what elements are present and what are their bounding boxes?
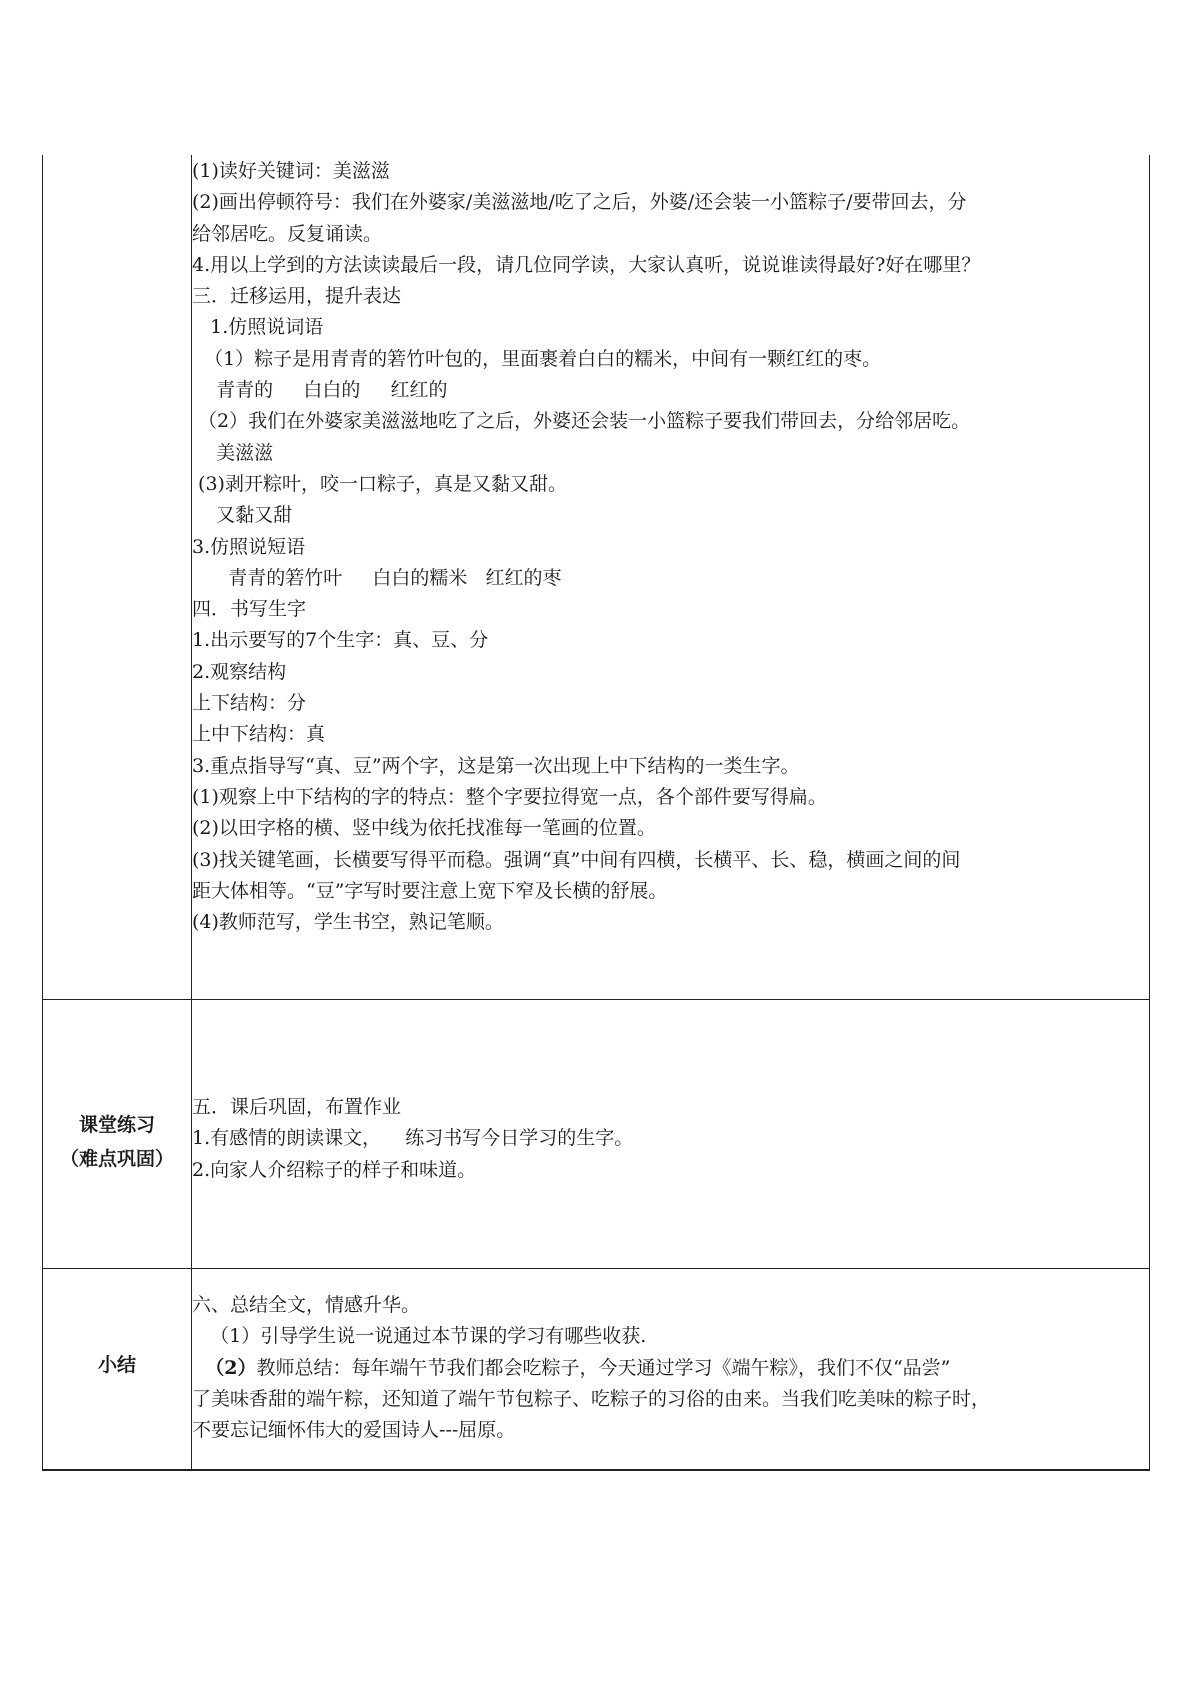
text-line: （1）引导学生说一说通过本节课的学习有哪些收获. [192,1325,647,1348]
practice-cell [192,1000,1150,1269]
table-row [43,155,1150,1000]
text-line: （1）粽子是用青青的箬竹叶包的，里面裹着白白的糯米，中间有一颗红红的枣。 [192,347,882,370]
text-line: 上下结构：分 [192,692,307,715]
row-label-cell [43,1269,192,1471]
text-line: (3)找关键笔画，长横要写得平而稳。强调“真”中间有四横，长横平、长、稳，横画之间的间 [192,848,961,871]
text-line: (3)剥开粽叶，咬一口粽子，真是又黏又甜。 [192,472,567,495]
text-line: 给邻居吃。反复诵读。 [192,222,383,245]
text-line: 3.仿照说短语 [192,535,306,558]
section-heading: 四．书写生字 [192,598,307,621]
text-line: 了美味香甜的端午粽，还知道了端午节包粽子、吃粽子的习俗的由来。当我们吃美味的粽子时， [192,1387,991,1410]
text-line: (2)画出停顿符号：我们在外婆家/美滋滋地/吃了之后，外婆/还会装一小篮粽子/要带回去，分 [192,191,967,214]
text-line: 2.观察结构 [192,660,287,683]
section-heading: 六、总结全文，情感升华。 [192,1294,421,1316]
row-label-line: （难点巩固） [59,1148,174,1170]
text-line: 1.仿照说词语 [192,316,324,339]
section-heading: 五．课后巩固，布置作业 [192,1096,402,1118]
lesson-plan-table [42,155,1150,1471]
summary-text [192,1269,1149,1446]
practice-text [192,1000,1149,1186]
text-line: 3.重点指导写“真、豆”两个字，这是第一次出现上中下结构的一类生字。 [192,754,800,777]
text-line: (2)以田字格的横、竖中线为依托找准每一笔画的位置。 [192,817,656,840]
row-label-cell [43,1000,192,1269]
text-line: 4.用以上学到的方法读读最后一段，请几位同学读，大家认真听，说说谁读得最好?好在哪里？ [192,253,981,276]
text-line: (1)观察上中下结构的字的特点：整个字要拉得宽一点，各个部件要写得扁。 [192,785,827,808]
text-line: 又黏又甜 [192,504,293,527]
text-line: 美滋滋 [192,441,274,464]
text-line: 上中下结构：真 [192,723,326,746]
text-line: 1.出示要写的7个生字：真、豆、分 [192,629,489,652]
row-label [43,1000,191,1176]
text-line: 1.有感情的朗读课文， 练习书写今日学习的生字。 [192,1127,634,1150]
text-span: 教师总结：每年端午节我们都会吃粽子，今天通过学习《端午粽》，我们不仅“品尝” [256,1356,951,1379]
text-line: (4)教师范写，学生书空，熟记笔顺。 [192,911,504,934]
row-label-line: 课堂练习 [78,1114,155,1136]
summary-cell [192,1269,1150,1471]
teaching-process-text [192,155,1149,938]
text-line: 不要忘记缅怀伟大的爱国诗人---屈原。 [192,1419,516,1442]
table-row [43,1000,1150,1269]
row-label-line: 小结 [97,1354,136,1376]
text-line: 青青的 白白的 红红的 [192,379,448,402]
teaching-process-cell [192,155,1150,1000]
text-line: 2.向家人介绍粽子的样子和味道。 [192,1158,477,1181]
text-line [192,1353,1149,1384]
row-label [43,1269,191,1382]
row-label-cell [43,155,192,1000]
text-line: 距大体相等。“豆”字写时要注意上宽下窄及长横的舒展。 [192,879,668,902]
text-line: 青青的箬竹叶 白白的糯米 红红的枣 [192,566,562,589]
item-number: （2） [192,1356,257,1379]
text-line: （2）我们在外婆家美滋滋地吃了之后，外婆还会装一小篮粽子要我们带回去，分给邻居吃。 [192,410,971,433]
table-row [43,1269,1150,1471]
section-heading: 三．迁移运用，提升表达 [192,285,402,308]
text-line: (1)读好关键词：美滋滋 [192,160,390,182]
